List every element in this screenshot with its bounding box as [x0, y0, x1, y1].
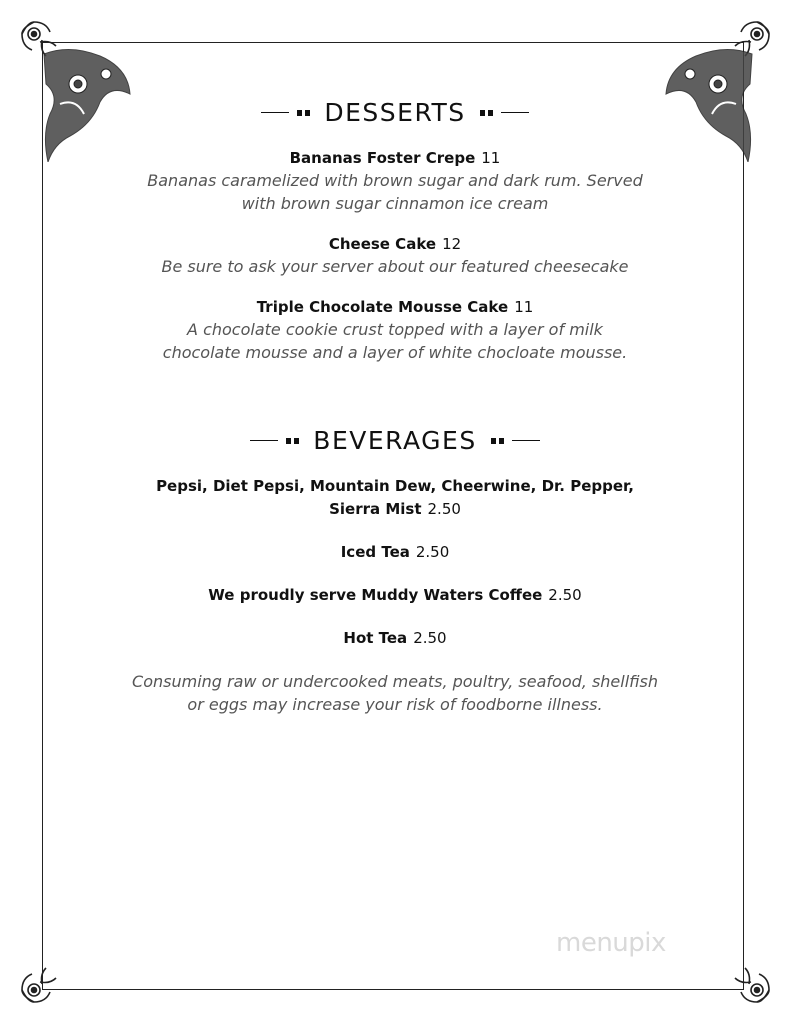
beverages-heading	[60, 426, 730, 455]
heading-rule	[512, 440, 540, 441]
item-price: 2.50	[427, 500, 461, 518]
beverage-item	[60, 584, 730, 607]
heading-squares-icon	[286, 438, 299, 444]
heading-squares-icon	[297, 110, 310, 116]
corner-flourish-icon	[20, 960, 64, 1004]
dessert-item	[60, 147, 730, 215]
watermark: menupix	[556, 928, 666, 958]
desserts-heading	[60, 98, 730, 127]
item-price: 11	[481, 149, 501, 167]
dessert-item	[60, 296, 730, 364]
beverage-item	[60, 475, 730, 521]
beverage-item	[60, 627, 730, 650]
item-name: Iced Tea	[340, 543, 410, 561]
item-price: 2.50	[415, 543, 450, 561]
item-name: We proudly serve Muddy Waters Coffee	[208, 586, 543, 604]
item-name: Pepsi, Diet Pepsi, Mountain Dew, Cheerwine, Dr. Pepper, Sierra Mist	[156, 477, 634, 518]
beverage-item	[60, 541, 730, 564]
food-safety-notice: Consuming raw or undercooked meats, poultry, seafood, shellfish or eggs may increase your risk of foodborne illness.	[132, 672, 658, 714]
item-name: Hot Tea	[343, 629, 408, 647]
corner-flourish-icon	[727, 960, 771, 1004]
item-description: Be sure to ask your server about our featured cheesecake	[161, 257, 629, 276]
item-price: 11	[514, 298, 534, 316]
item-name: Cheese Cake	[328, 235, 437, 253]
section-title: DESSERTS	[324, 98, 466, 127]
item-description: A chocolate cookie crust topped with a layer of milk chocolate mousse and a layer of white chocloate mousse.	[162, 320, 628, 362]
heading-squares-icon	[480, 110, 493, 116]
heading-rule	[261, 112, 289, 113]
item-price: 2.50	[548, 586, 582, 604]
item-name: Triple Chocolate Mousse Cake	[256, 298, 509, 316]
item-price: 12	[442, 235, 462, 253]
heading-squares-icon	[491, 438, 504, 444]
heading-rule	[250, 440, 278, 441]
heading-rule	[501, 112, 529, 113]
menu-content	[60, 98, 730, 716]
dessert-item	[60, 233, 730, 278]
item-description: Bananas caramelized with brown sugar and dark rum. Served with brown sugar cinnamon ice cream	[147, 171, 643, 213]
section-title: BEVERAGES	[313, 426, 477, 455]
item-name: Bananas Foster Crepe	[289, 149, 476, 167]
beverage-list	[60, 475, 730, 650]
item-price: 2.50	[413, 629, 447, 647]
